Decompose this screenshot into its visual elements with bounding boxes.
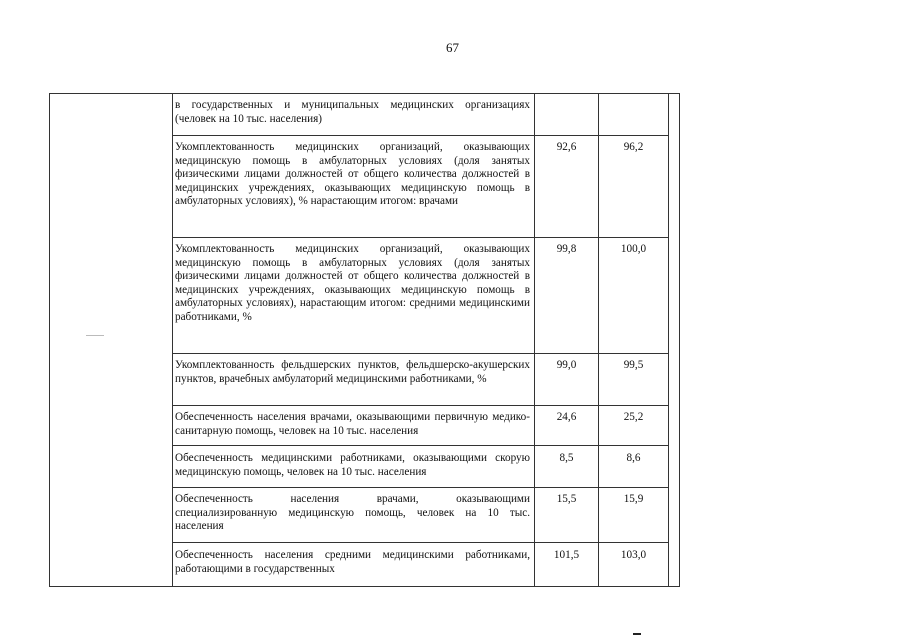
indicator-value-1: 92,6 xyxy=(556,141,577,153)
row-separator xyxy=(172,445,669,446)
page-number: 67 xyxy=(446,40,459,55)
indicator-value-2: 96,2 xyxy=(623,141,644,153)
indicator-value-1: 99,8 xyxy=(556,243,577,255)
indicator-text: Обеспеченность населения врачами, оказывающими первичную медико-санитарную помощь, человек на 10 тыс. населения xyxy=(175,411,530,437)
indicator-text: в государственных и муниципальных медицинских организациях (человек на 10 тыс. населения) xyxy=(175,99,530,125)
row-separator xyxy=(172,542,669,543)
indicator-value-1: 8,5 xyxy=(559,452,574,464)
column-divider xyxy=(598,93,599,587)
row-separator xyxy=(172,487,669,488)
indicator-text: Укомплектованность медицинских организаций, оказывающих медицинскую помощь в амбулаторных условиях (доля занятых физическими лицами должностей от общего количества должностей в медицинских учреждениях, оказывающих медицинскую помощь в амбулаторных условиях), нарастающим итогом: средними медицинскими работниками, % xyxy=(175,243,530,323)
indicator-value-2: 99,5 xyxy=(623,359,644,371)
indicator-value-1: 15,5 xyxy=(556,493,577,505)
column-divider xyxy=(534,93,535,587)
scan-artifact-mark xyxy=(633,633,641,635)
column-divider xyxy=(172,93,173,587)
row-separator xyxy=(172,135,669,136)
row-separator xyxy=(172,237,669,238)
indicator-value-2: 8,6 xyxy=(626,452,641,464)
indicator-value-1: 24,6 xyxy=(556,411,577,423)
indicator-value-2: 15,9 xyxy=(623,493,644,505)
table-border-bottom xyxy=(49,586,680,587)
indicator-text: Обеспеченность медицинскими работниками, оказывающими скорую медицинскую помощь, человек на 10 тыс. населения xyxy=(175,452,530,478)
indicator-value-2: 103,0 xyxy=(620,549,647,561)
indicator-text: Укомплектованность фельдшерских пунктов, фельдшерско-акушерских пунктов, врачебных амбулаторий медицинскими работниками, % xyxy=(175,359,530,385)
scan-artifact-mark xyxy=(86,335,104,336)
row-separator xyxy=(172,405,669,406)
table-border-top xyxy=(49,93,680,94)
indicator-value-1: 101,5 xyxy=(553,549,580,561)
indicator-value-2: 25,2 xyxy=(623,411,644,423)
row-separator xyxy=(172,353,669,354)
indicator-text: Укомплектованность медицинских организаций, оказывающих медицинскую помощь в амбулаторных условиях (доля занятых физическими лицами должностей от общего количества должностей в медицинских учреждениях, оказывающих медицинскую помощь в амбулаторных условиях), % нарастающим итогом: врачами xyxy=(175,141,530,208)
indicator-text: Обеспеченность населения врачами, оказывающими специализированную медицинскую помощь, человек на 10 тыс. населения xyxy=(175,493,530,533)
indicator-value-2: 100,0 xyxy=(620,243,647,255)
table-border-left xyxy=(49,93,50,587)
column-divider xyxy=(668,93,669,587)
indicator-table xyxy=(49,93,680,587)
table-border-right xyxy=(679,93,680,587)
indicator-text: Обеспеченность населения средними медицинскими работниками, работающими в государственных xyxy=(175,549,530,575)
indicator-value-1: 99,0 xyxy=(556,359,577,371)
